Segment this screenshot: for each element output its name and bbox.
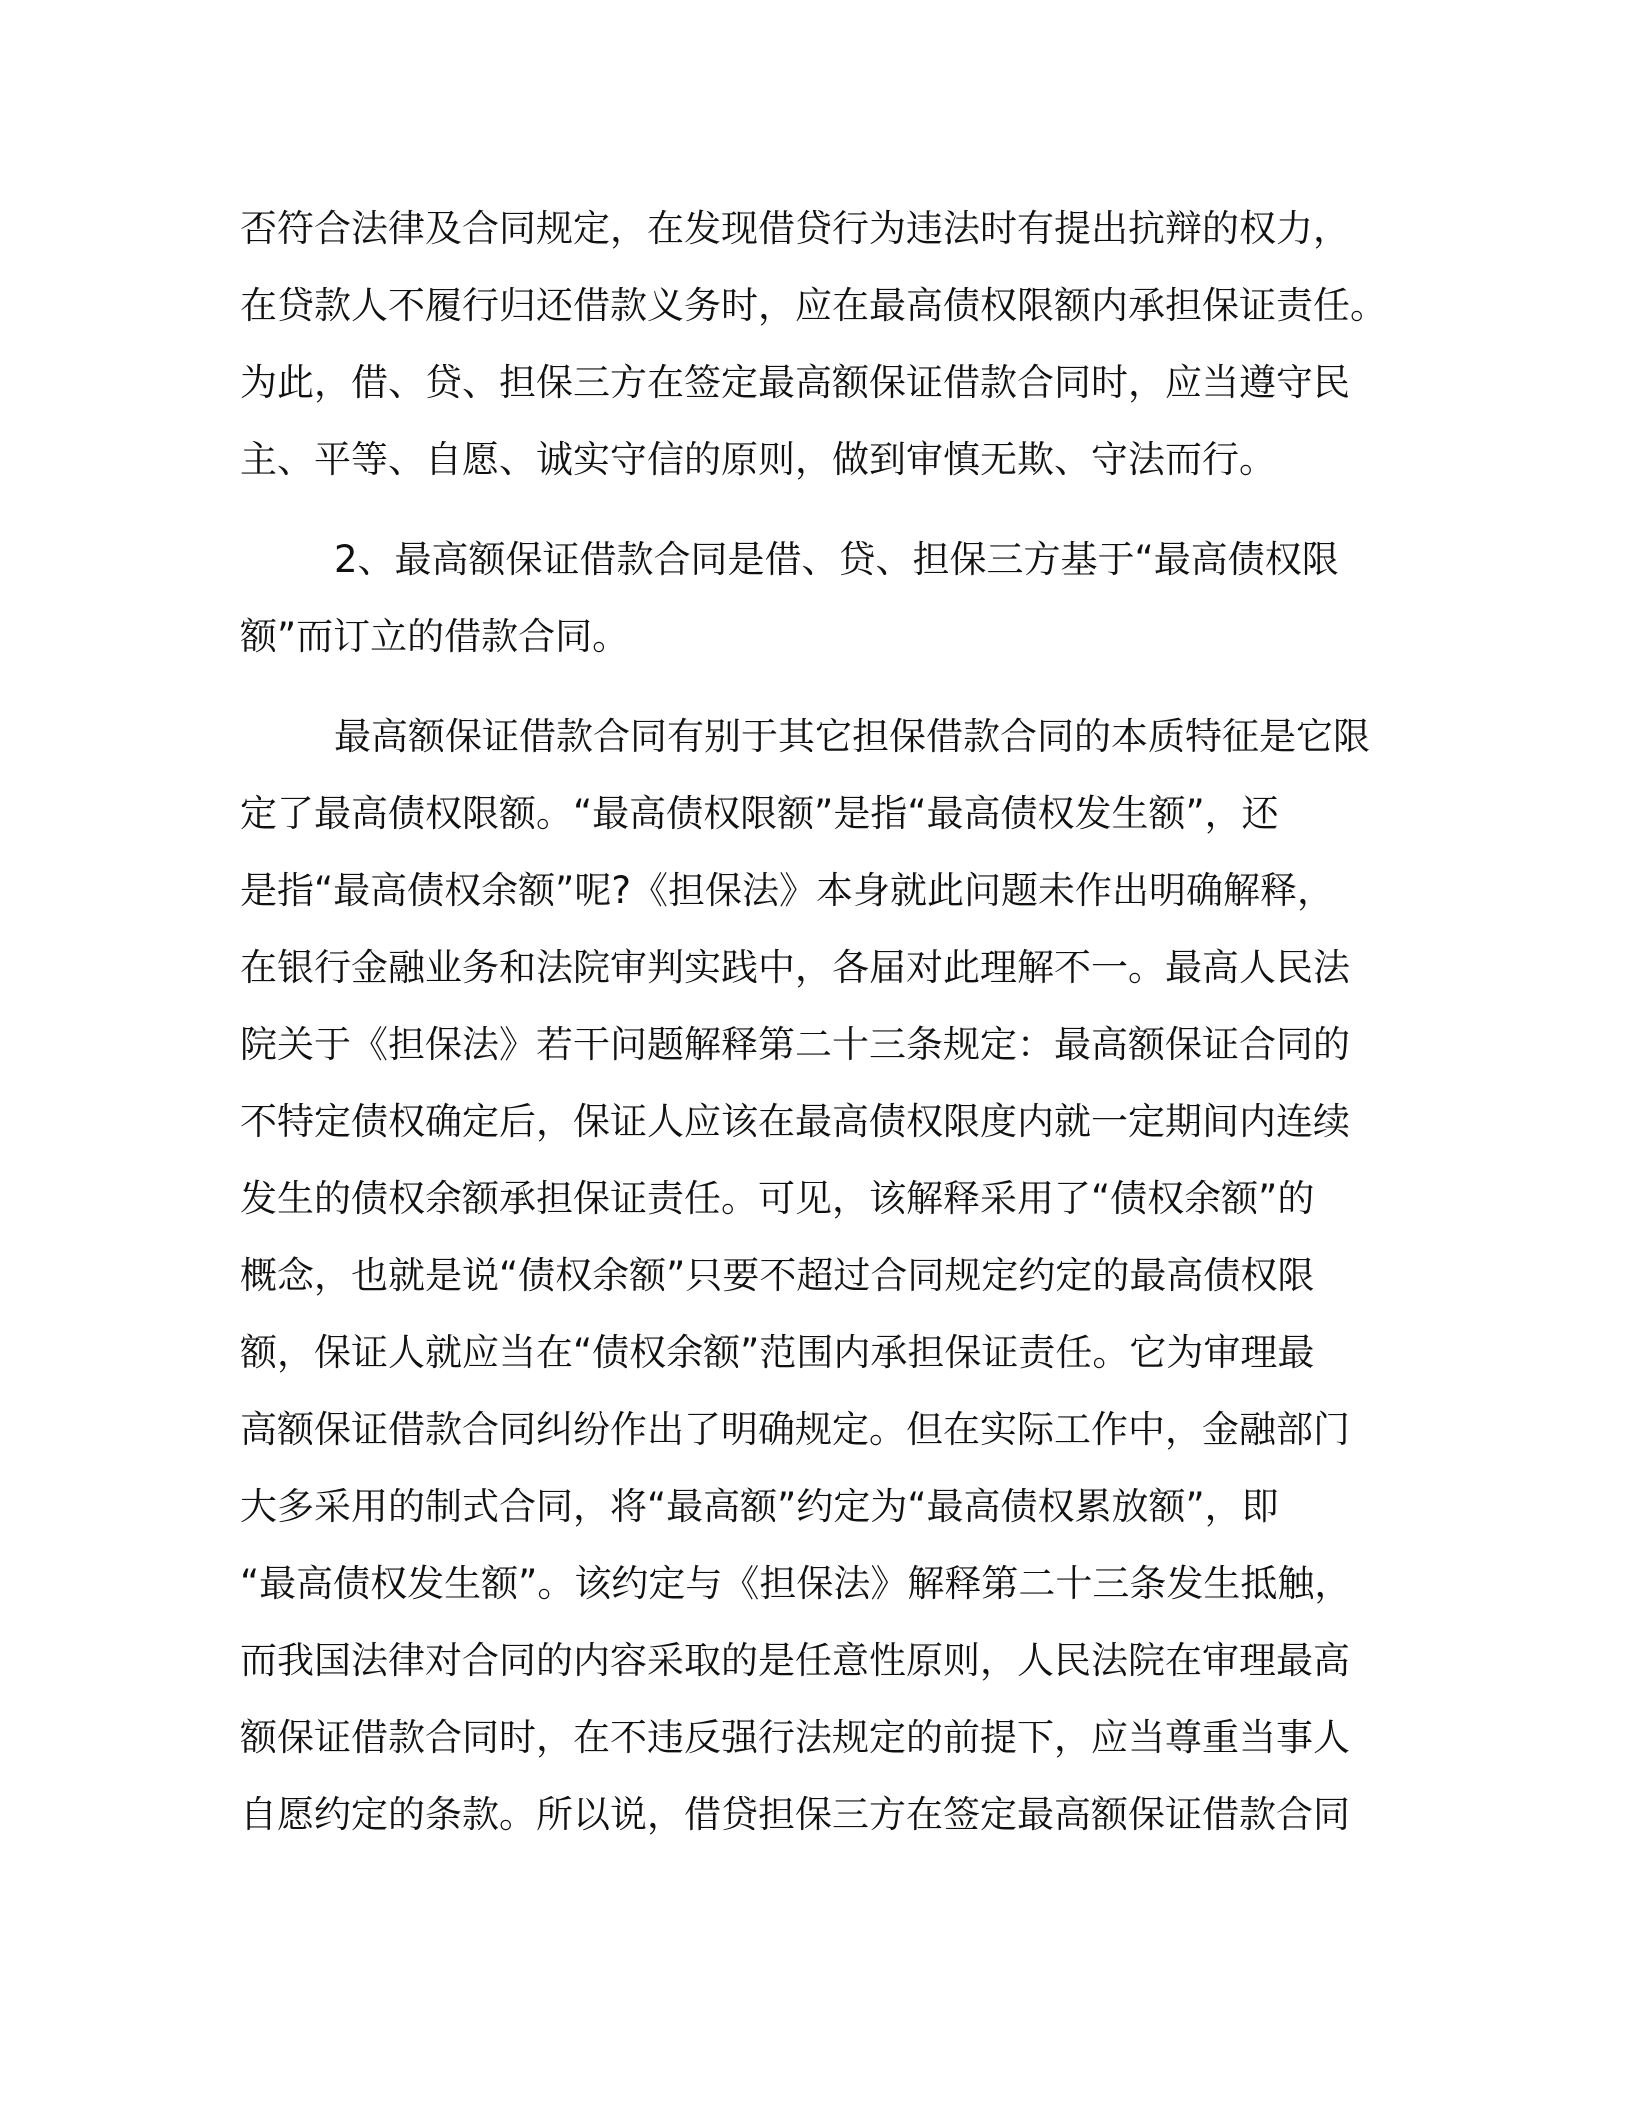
- paragraph-3: [240, 698, 1400, 1853]
- text-line: 最高额保证借款合同有别于其它担保借款合同的本质特征是它限: [334, 715, 1370, 758]
- text-line: 定了最高债权限额。“最高债权限额”是指“最高债权发生额”，还: [240, 792, 1279, 835]
- text-line: 额保证借款合同时，在不违反强行法规定的前提下，应当尊重当事人: [240, 1716, 1350, 1759]
- text-line: 而我国法律对合同的内容采取的是任意性原则，人民法院在审理最高: [240, 1639, 1350, 1682]
- text-line: 2、最高额保证借款合同是借、贷、担保三方基于“最高债权限: [334, 538, 1339, 581]
- document-body: [240, 190, 1400, 1853]
- paragraph-gap: [240, 675, 1400, 698]
- text-line: 额，保证人就应当在“债权余额”范围内承担保证责任。它为审理最: [240, 1331, 1315, 1374]
- text-line: 是指“最高债权余额”呢?《担保法》本身就此问题未作出明确解释，: [240, 869, 1334, 912]
- text-line: 高额保证借款合同纠纷作出了明确规定。但在实际工作中，金融部门: [240, 1408, 1350, 1451]
- text-line: 主、平等、自愿、诚实守信的原则，做到审慎无欺、守法而行。: [240, 438, 1276, 481]
- text-line: 在贷款人不履行归还借款义务时，应在最高债权限额内承担保证责任。: [240, 284, 1387, 327]
- text-line: 否符合法律及合同规定，在发现借贷行为违法时有提出抗辩的权力，: [240, 207, 1350, 250]
- paragraph-gap: [240, 498, 1400, 521]
- paragraph-2: [240, 521, 1400, 675]
- text-line: 概念，也就是说“债权余额”只要不超过合同规定约定的最高债权限: [240, 1254, 1315, 1297]
- paragraph-1: [240, 190, 1400, 498]
- text-line: 额”而订立的借款合同。: [240, 615, 630, 658]
- text-line: 院关于《担保法》若干问题解释第二十三条规定：最高额保证合同的: [240, 1023, 1350, 1066]
- text-line: 自愿约定的条款。所以说，借贷担保三方在签定最高额保证借款合同: [240, 1793, 1350, 1836]
- text-line: “最高债权发生额”。该约定与《担保法》解释第二十三条发生抵触，: [240, 1562, 1352, 1605]
- text-line: 不特定债权确定后，保证人应该在最高债权限度内就一定期间内连续: [240, 1100, 1350, 1143]
- text-line: 为此，借、贷、担保三方在签定最高额保证借款合同时，应当遵守民: [240, 361, 1350, 404]
- text-line: 在银行金融业务和法院审判实践中，各届对此理解不一。最高人民法: [240, 946, 1350, 989]
- text-line: 大多采用的制式合同，将“最高额”约定为“最高债权累放额”，即: [240, 1485, 1279, 1528]
- text-line: 发生的债权余额承担保证责任。可见，该解释采用了“债权余额”的: [240, 1177, 1315, 1220]
